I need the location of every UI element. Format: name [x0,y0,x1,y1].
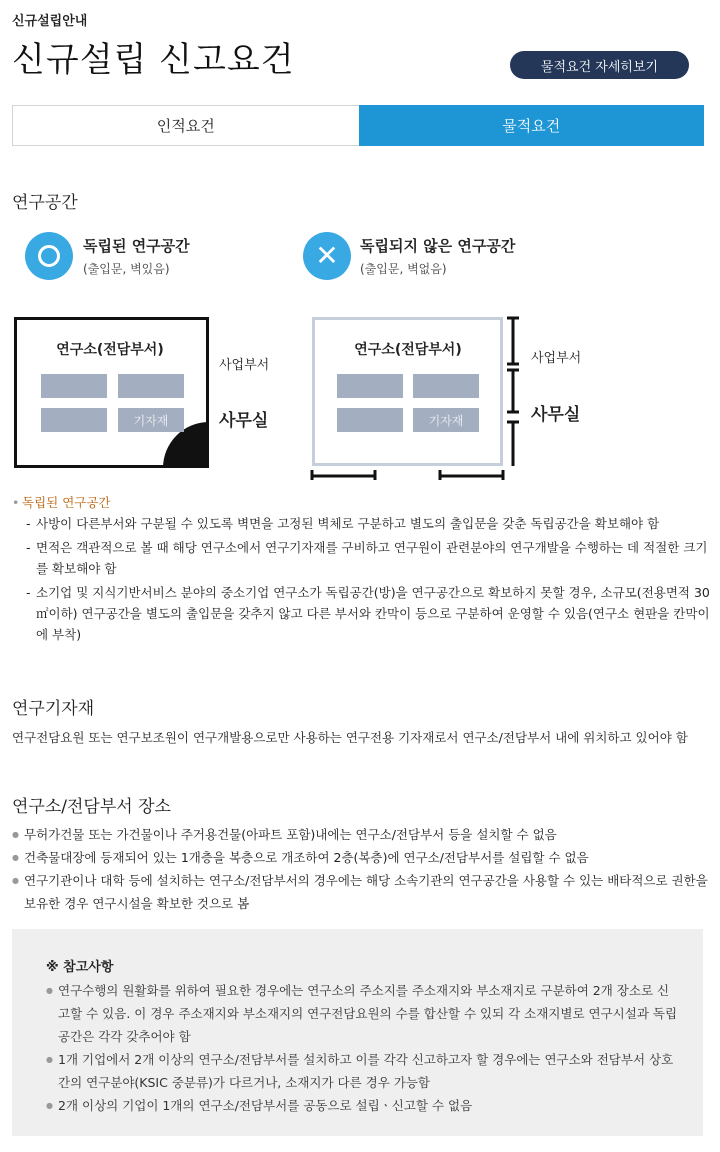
list-item: ● 건축물대장에 등재되어 있는 1개층을 복층으로 개조하여 2층(복층)에 연구소/전담부서를 설립할 수 없음 [12,846,708,869]
partition-marks [305,314,525,480]
independent-sub: (출입문, 벽있음) [83,262,170,276]
location-list [12,823,708,915]
list-item: ● 무허가건물 또는 가건물이나 주거용건물(아파트 포함)내에는 연구소/전담부서 등을 설치할 수 없음 [12,823,708,846]
not-independent-title: 독립되지 않은 연구공간 [360,237,516,255]
office-label-right: 사무실 [531,405,581,425]
equipment-block [118,374,184,398]
not-independent-sub: (출입문, 벽없음) [360,262,447,276]
reference-list [46,979,681,1117]
office-label-left: 사무실 [219,411,269,431]
x-mark-icon: ✕ [303,232,351,280]
research-space-notes: • 독립된 연구공간 - 사방이 다른부서와 구분될 수 있도록 벽면을 고정된 벽체로 구분하고 별도의 출입문을 갖춘 독립공간을 확보해야 함 - 면적은 객관적으로 볼 때 해당 연구소에서 연구기자재를 구비하고 연구원이 관련분야의 연구개발을 수행하는 데 적절한 크기를 확보해야 함 - 소기업 및 지식기반서비스 분야의 중소기업 연구소가 독립공간(방)을 연구공간으로 확보하지 못할 경우, 소규모(전용면적 30㎡이하) 연구공간을 별도의 출입문을 갖추지 않고 다른 부서와 칸막이 등으로 구분하여 운영할 수 있음(연구소 현판을 칸막이에 부착) [12,495,710,642]
circle-ok-icon [25,232,73,280]
tab-personnel[interactable]: 인적요건 [12,105,359,146]
list-item: ● 2개 이상의 기업이 1개의 연구소/전담부서를 공동으로 설립ㆍ신고할 수 없음 [46,1094,681,1117]
page-title: 신규설립 신고요건 [12,40,295,80]
lab-label-left: 연구소(전담부서) [56,342,164,358]
requirement-tabs [12,105,704,146]
notes-head: 독립된 연구공간 [22,495,111,510]
research-space-heading: 연구공간 [12,193,78,213]
equipment-block [41,374,107,398]
detail-button[interactable]: 물적요건 자세히보기 [510,51,689,79]
lab-label-right: 연구소(전담부서) [354,342,462,358]
independent-title: 독립된 연구공간 [83,237,190,255]
list-item: ● 연구기관이나 대학 등에 설치하는 연구소/전담부서의 경우에는 해당 소속기관의 연구공간을 사용할 수 있는 배타적으로 권한을 보유한 경우 연구시설을 확보한 것으로 봄 [12,869,708,915]
reference-title: ※ 참고사항 [46,960,114,975]
note-item: 사방이 다른부서와 구분될 수 있도록 벽면을 고정된 벽체로 구분하고 별도의 출입문을 갖춘 독립공간을 확보해야 함 [36,516,660,531]
equipment-text: 연구전담요원 또는 연구보조원이 연구개발용으로만 사용하는 연구전용 기자재로서 연구소/전담부서 내에 위치하고 있어야 함 [12,730,688,745]
dept-label-left: 사업부서 [219,358,270,373]
note-item: 소기업 및 지식기반서비스 분야의 중소기업 연구소가 독립공간(방)을 연구공간으로 확보하지 못할 경우, 소규모(전용면적 30㎡이하) 연구공간을 별도의 출입문을 갖추지 않고 다른 부서와 칸막이 등으로 구분하여 운영할 수 있음(연구소 현판을 칸막이에 부착) [36,585,710,642]
page-subtitle: 신규설립안내 [12,14,88,29]
reference-box [12,929,703,1136]
tab-physical[interactable]: 물적요건 [359,105,705,146]
list-item: ● 연구수행의 원활화를 위하여 필요한 경우에는 연구소의 주소지를 주소재지와 부소재지로 구분하여 2개 장소로 신고할 수 있음. 이 경우 주소재지와 부소재지의 연구전담요원의 수를 합산할 수 있되 각 소재지별로 연구시설과 독립공간은 각각 갖추어야 함 [46,979,681,1048]
location-heading: 연구소/전담부서 장소 [12,797,171,817]
equipment-heading: 연구기자재 [12,699,95,719]
equipment-label: 기자재 [413,408,479,432]
equipment-block [41,408,107,432]
equipment-label: 기자재 [118,408,184,432]
note-item: 면적은 객관적으로 볼 때 해당 연구소에서 연구기자재를 구비하고 연구원이 관련분야의 연구개발을 수행하는 데 적절한 크기를 확보해야 함 [36,540,708,576]
dept-label-right: 사업부서 [531,351,582,366]
list-item: ● 1개 기업에서 2개 이상의 연구소/전담부서를 설치하고 이를 각각 신고하고자 할 경우에는 연구소와 전담부서 상호간의 연구분야(KSIC 중분류)가 다르거나, 소재지가 다른 경우 가능함 [46,1048,681,1094]
